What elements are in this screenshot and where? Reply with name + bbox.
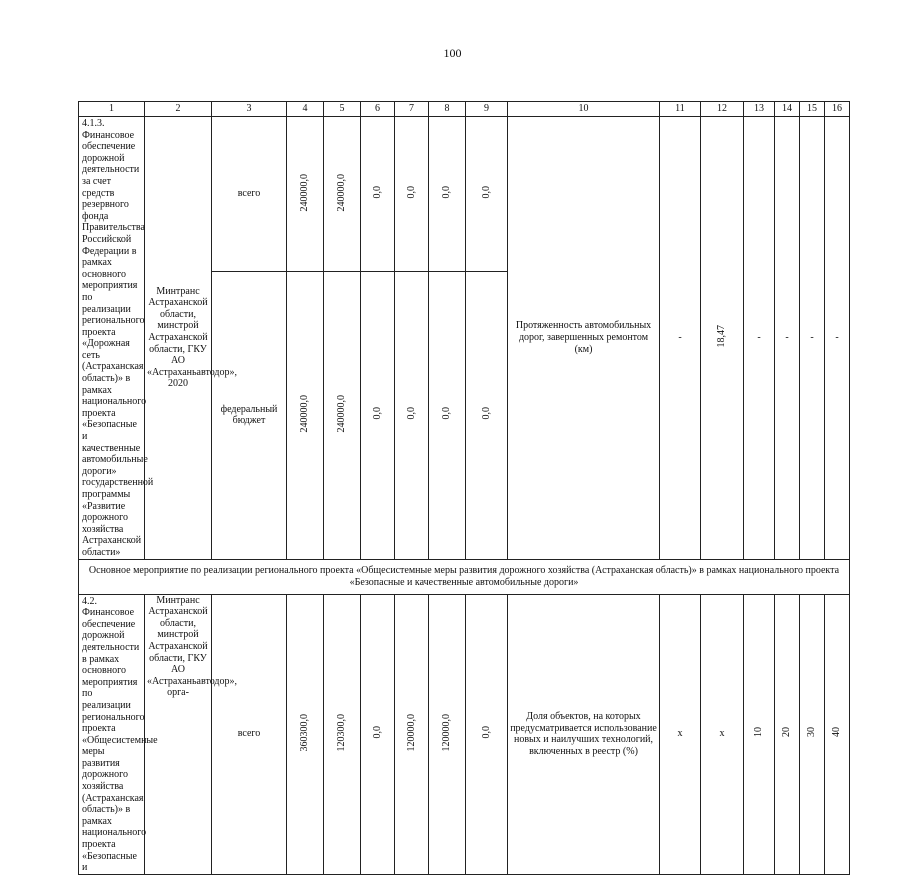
value-cell <box>395 594 429 874</box>
header-cell: 3 <box>212 102 287 117</box>
indicator-value-cell: - <box>775 117 800 560</box>
value-text: 240000,0 <box>299 173 311 212</box>
executor-cell: Минтранс Астраханской области, минстрой Астраханской области, ГКУ АО «Астраханьавтодор», орга- <box>145 594 212 874</box>
value-cell <box>395 117 429 272</box>
value-cell <box>466 117 508 272</box>
value-cell <box>361 594 395 874</box>
indicator-value-cell <box>825 594 850 874</box>
value-text: 10 <box>753 727 765 738</box>
value-text: 120000,0 <box>405 713 417 752</box>
value-text: 0,0 <box>441 186 453 199</box>
value-cell <box>324 272 361 559</box>
indicator-value-cell <box>744 594 775 874</box>
value-cell <box>395 272 429 559</box>
page-number: 100 <box>443 46 462 60</box>
header-cell: 5 <box>324 102 361 117</box>
value-text: 0,0 <box>441 407 453 420</box>
indicator-cell: Доля объектов, на которых предусматривается использование новых и наилучших технологий, включенных в реестр (%) <box>508 594 660 874</box>
indicator-value-cell <box>800 594 825 874</box>
value-text: 30 <box>806 727 818 738</box>
header-cell: 4 <box>287 102 324 117</box>
header-cell: 2 <box>145 102 212 117</box>
value-text: 0,0 <box>405 407 417 420</box>
value-cell <box>429 594 466 874</box>
table-row <box>79 594 850 874</box>
value-text: 18,47 <box>716 324 728 348</box>
value-text: 40 <box>831 727 843 738</box>
program-table <box>78 101 850 875</box>
header-cell: 11 <box>660 102 701 117</box>
value-cell <box>466 272 508 559</box>
indicator-value-cell: - <box>660 117 701 560</box>
value-text: 120000,0 <box>441 713 453 752</box>
indicator-value-cell <box>701 117 744 560</box>
value-text: 0,0 <box>480 726 492 739</box>
indicator-value-cell: х <box>660 594 701 874</box>
value-text: 120300,0 <box>336 713 348 752</box>
header-cell: 13 <box>744 102 775 117</box>
value-text: 360300,0 <box>299 713 311 752</box>
header-cell: 16 <box>825 102 850 117</box>
header-cell: 1 <box>79 102 145 117</box>
indicator-value-cell: х <box>701 594 744 874</box>
header-cell: 12 <box>701 102 744 117</box>
value-text: 20 <box>781 727 793 738</box>
value-cell <box>324 117 361 272</box>
indicator-value-cell: - <box>825 117 850 560</box>
funding-source-cell: всего <box>212 594 287 874</box>
header-cell: 9 <box>466 102 508 117</box>
header-cell: 15 <box>800 102 825 117</box>
indicator-cell: Протяженность автомобильных дорог, завершенных ремонтом (км) <box>508 117 660 560</box>
value-text: 0,0 <box>405 186 417 199</box>
value-text: 0,0 <box>480 407 492 420</box>
value-text: 0,0 <box>371 407 383 420</box>
value-cell <box>361 117 395 272</box>
funding-source-cell: всего <box>212 117 287 272</box>
section-row <box>79 559 850 594</box>
header-row <box>79 102 850 117</box>
value-text: 240000,0 <box>336 394 348 433</box>
value-cell <box>361 272 395 559</box>
indicator-value-cell: - <box>800 117 825 560</box>
header-cell: 10 <box>508 102 660 117</box>
indicator-value-cell <box>775 594 800 874</box>
value-text: 0,0 <box>480 186 492 199</box>
indicator-value-cell: - <box>744 117 775 560</box>
measure-name-cell: 4.2. Финансовое обеспечение дорожной деятельности в рамках основного мероприятия по реализации регионального проекта «Общесистемные меры развития дорожного хозяйства (Астраханская область)» в рамках национального проекта «Безопасные и <box>79 594 145 874</box>
funding-source-cell: федеральный бюджет <box>212 272 287 559</box>
measure-name-cell: 4.1.3. Финансовое обеспечение дорожной деятельности за счет средств резервного фонда Правительства Российской Федерации в рамках основного мероприятия по реализации регионального проекта «Дорожная сеть (Астраханская область)» в рамках национального проекта «Безопасные и качественные автомобильные дороги» государственной программы «Развитие дорожного хозяйства Астраханской области» <box>79 117 145 560</box>
header-cell: 14 <box>775 102 800 117</box>
value-cell <box>466 594 508 874</box>
executor-cell: Минтранс Астраханской области, минстрой Астраханской области, ГКУ АО «Астраханьавтодор», 2020 <box>145 117 212 560</box>
section-heading: Основное мероприятие по реализации регионального проекта «Общесистемные меры развития дорожного хозяйства (Астраханская область)» в рамках национального проекта «Безопасные и качественные автомобильные дороги» <box>79 559 850 594</box>
value-cell <box>287 594 324 874</box>
value-cell <box>287 117 324 272</box>
value-cell <box>429 117 466 272</box>
value-text: 240000,0 <box>299 394 311 433</box>
value-cell <box>287 272 324 559</box>
value-text: 240000,0 <box>336 173 348 212</box>
value-cell <box>324 594 361 874</box>
header-cell: 6 <box>361 102 395 117</box>
value-text: 0,0 <box>371 726 383 739</box>
header-cell: 8 <box>429 102 466 117</box>
value-text: 0,0 <box>371 186 383 199</box>
table-row <box>79 117 850 272</box>
header-cell: 7 <box>395 102 429 117</box>
value-cell <box>429 272 466 559</box>
